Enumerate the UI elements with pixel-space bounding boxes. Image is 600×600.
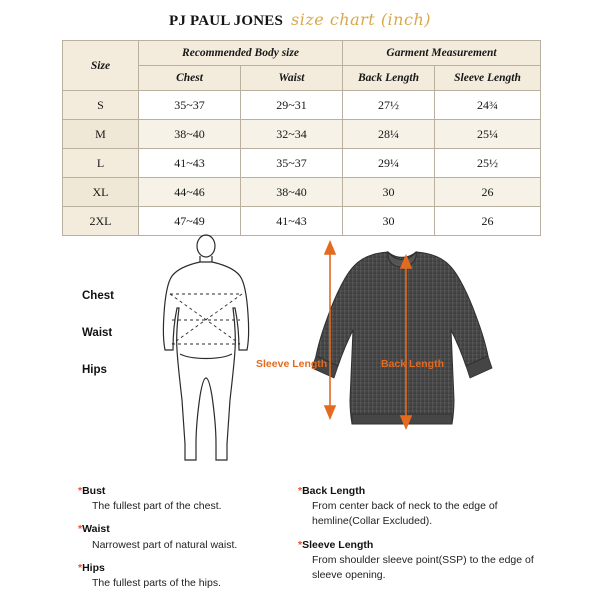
table-row — [63, 149, 541, 178]
cell-chest: 38~40 — [139, 120, 241, 149]
notes-column-left — [78, 484, 278, 591]
cell-back-length: 30 — [343, 207, 435, 236]
cell-back-length: 28¼ — [343, 120, 435, 149]
cell-size: M — [63, 120, 139, 149]
cell-chest: 44~46 — [139, 178, 241, 207]
mannequin-figure-icon — [136, 232, 276, 472]
cell-waist: 32~34 — [241, 120, 343, 149]
cell-chest: 41~43 — [139, 149, 241, 178]
sleeve-length-arrow-label: Sleeve Length — [256, 358, 328, 370]
cell-sleeve-length: 24¾ — [435, 91, 541, 120]
note-title-back-length — [298, 484, 548, 499]
note-body-back-length: From center back of neck to the edge of hemline(Collar Excluded). — [312, 500, 498, 528]
cell-sleeve-length: 26 — [435, 178, 541, 207]
cell-size: L — [63, 149, 139, 178]
header-back-length: Back Length — [343, 66, 435, 91]
bullet-star-icon: * — [298, 485, 303, 497]
bullet-star-icon: * — [78, 523, 83, 536]
header-garment-measurement: Garment Measurement — [343, 41, 541, 66]
cell-size: S — [63, 91, 139, 120]
table-row — [63, 91, 541, 120]
cell-waist: 35~37 — [241, 149, 343, 178]
body-measure-labels — [82, 290, 114, 401]
cell-size: XL — [63, 178, 139, 207]
bullet-star-icon: * — [298, 538, 303, 551]
note-body-waist: Narrowest part of natural waist. — [92, 538, 238, 551]
label-waist: Waist — [82, 327, 113, 339]
note-label: Back Length — [302, 485, 366, 497]
label-hips: Hips — [82, 364, 107, 376]
cell-size: 2XL — [63, 207, 139, 236]
note-title-sleeve-length — [298, 538, 548, 553]
cell-back-length: 27½ — [343, 91, 435, 120]
cell-sleeve-length: 26 — [435, 207, 541, 236]
header-chest: Chest — [139, 66, 241, 91]
cell-chest: 47~49 — [139, 207, 241, 236]
header-recommended-body-size: Recommended Body size — [139, 41, 343, 66]
cell-back-length: 30 — [343, 178, 435, 207]
cell-chest: 35~37 — [139, 91, 241, 120]
page-header — [0, 0, 600, 36]
bullet-star-icon: * — [78, 485, 83, 497]
note-label: Hips — [82, 561, 105, 574]
cell-waist: 38~40 — [241, 178, 343, 207]
size-chart-table-wrapper — [62, 40, 540, 236]
note-body-sleeve-length: From shoulder sleeve point(SSP) to the edge of sleeve opening. — [312, 553, 534, 582]
table-group-header-row — [63, 41, 541, 66]
cell-sleeve-length: 25½ — [435, 149, 541, 178]
bullet-star-icon: * — [78, 561, 83, 574]
note-title-bust — [78, 484, 278, 499]
size-chart-script-title: size chart (inch) — [291, 10, 431, 29]
notes-column-right — [298, 484, 548, 583]
brand-title: PJ PAUL JONES — [169, 13, 284, 29]
header-waist: Waist — [241, 66, 343, 91]
label-chest: Chest — [82, 290, 114, 302]
header-sleeve-length: Sleeve Length — [435, 66, 541, 91]
note-body-hips: The fullest parts of the hips. — [92, 577, 221, 590]
size-chart-table — [62, 40, 541, 236]
note-title-waist — [78, 522, 278, 537]
cell-back-length: 29¼ — [343, 149, 435, 178]
header-size: Size — [63, 41, 139, 91]
cell-waist: 41~43 — [241, 207, 343, 236]
note-label: Waist — [82, 523, 110, 536]
measurement-figure-area — [0, 232, 600, 482]
sleeve-length-arrow-icon — [322, 240, 338, 420]
note-body-bust: The fullest part of the chest. — [92, 500, 222, 513]
table-row — [63, 178, 541, 207]
note-label: Bust — [82, 485, 106, 497]
cell-sleeve-length: 25¼ — [435, 120, 541, 149]
back-length-arrow-label: Back Length — [381, 358, 445, 370]
note-label: Sleeve Length — [302, 538, 374, 551]
table-row — [63, 120, 541, 149]
cell-waist: 29~31 — [241, 91, 343, 120]
note-title-hips — [78, 561, 278, 576]
